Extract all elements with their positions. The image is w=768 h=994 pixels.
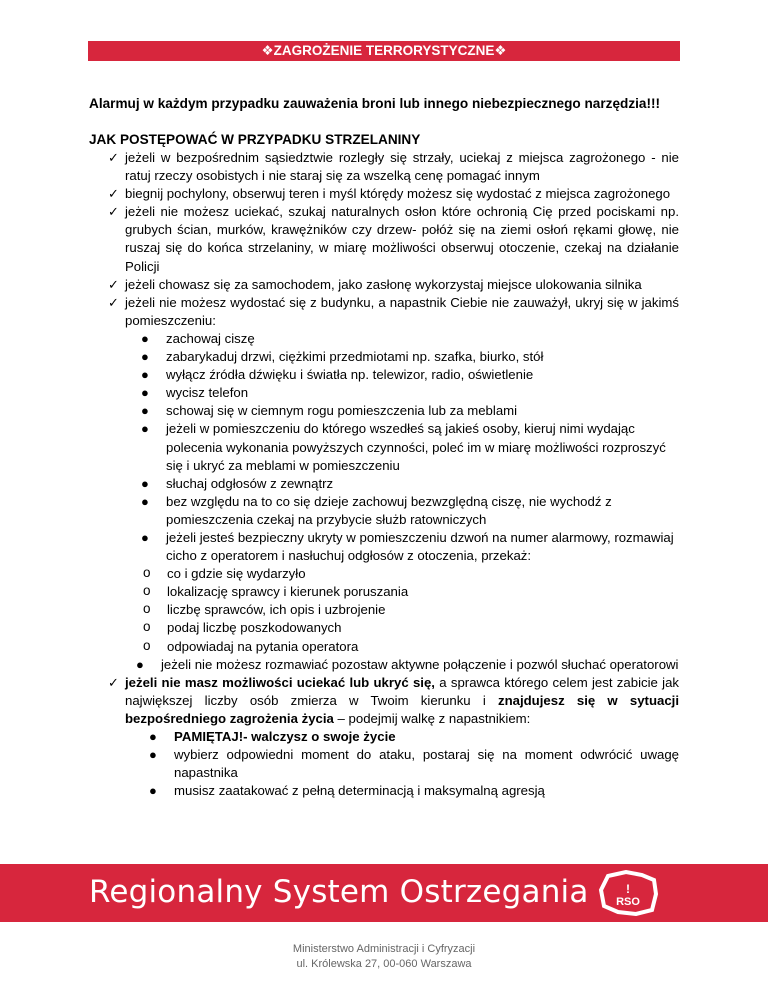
bullet-icon: ● bbox=[141, 529, 149, 545]
checkmark-icon: ✓ bbox=[108, 294, 119, 310]
list-item bbox=[89, 149, 679, 185]
bullet-text: wycisz telefon bbox=[166, 385, 249, 401]
fight-danger: znajdujesz się w sytuacji bezpośredniego zagrożenia życia bbox=[125, 692, 679, 726]
circle-bullet-icon: o bbox=[143, 565, 151, 581]
system-name: Regionalny System Ostrzegania bbox=[89, 874, 589, 910]
bullet-icon: ● bbox=[141, 330, 149, 346]
bullet-icon: ● bbox=[141, 421, 149, 437]
bullet-text: wybierz odpowiedni moment do ataku, postaraj się na moment odwrócić uwagę napastnika bbox=[174, 747, 679, 781]
fight-action: – podejmij walkę z napastnikiem: bbox=[333, 710, 531, 726]
hide-steps-list bbox=[125, 330, 679, 674]
bullet-item bbox=[125, 420, 679, 474]
checkmark-icon: ✓ bbox=[108, 674, 119, 690]
bullet-item bbox=[125, 384, 679, 402]
bullet-text: słuchaj odgłosów z zewnątrz bbox=[166, 475, 334, 491]
logo-mark: ! bbox=[626, 882, 630, 896]
bullet-text: jeżeli jesteś bezpieczny ukryty w pomieszczeniu dzwoń na numer alarmowy, rozmawiaj cicho z operatorem i nasłuchuj odgłosów z otoczenia, przekaż: bbox=[166, 529, 674, 564]
item-text: jeżeli nie możesz wydostać się z budynku, a napastnik Ciebie nie zauważył, ukryj się w jakimś pomieszczeniu: bbox=[125, 294, 679, 328]
section-heading: JAK POSTĘPOWAĆ W PRZYPADKU STRZELANINY bbox=[89, 132, 421, 147]
instructions-list bbox=[89, 149, 679, 800]
bullet-icon: ● bbox=[149, 747, 157, 763]
report-item bbox=[125, 565, 679, 583]
circle-bullet-icon: o bbox=[143, 637, 151, 653]
checkmark-icon: ✓ bbox=[108, 186, 119, 202]
footer-banner bbox=[0, 864, 768, 922]
report-item bbox=[125, 619, 679, 637]
bullet-icon: ● bbox=[141, 403, 149, 419]
bullet-item bbox=[125, 330, 679, 348]
bullet-text: jeżeli w pomieszczeniu do którego wszedłeś są jakieś osoby, kieruj nimi wydając polecenia wykonania powyższych czynności, poleć im w miarę możliwości rozproszyć się i ukryć za meblami w pomieszczeniu bbox=[166, 421, 666, 473]
list-item bbox=[89, 185, 679, 203]
bullet-text: jeżeli nie możesz rozmawiać pozostaw aktywne połączenie i pozwól słuchać operatorowi bbox=[161, 656, 679, 672]
report-text: podaj liczbę poszkodowanych bbox=[167, 620, 342, 636]
ministry-name: Ministerstwo Administracji i Cyfryzacji bbox=[292, 943, 476, 955]
circle-bullet-icon: o bbox=[143, 601, 151, 617]
bullet-icon: ● bbox=[149, 729, 157, 744]
bullet-item bbox=[125, 746, 679, 782]
bullet-text: zabarykaduj drzwi, ciężkimi przedmiotami np. szafka, biurko, stół bbox=[166, 349, 544, 365]
bullet-text: schowaj się w ciemnym rogu pomieszczenia lub za meblami bbox=[166, 403, 518, 419]
logo-text: RSO bbox=[616, 896, 640, 908]
list-item bbox=[89, 276, 679, 294]
fight-condition: jeżeli nie masz możliwości uciekać lub ukryć się, bbox=[125, 674, 435, 690]
bullet-item bbox=[125, 402, 679, 420]
item-text: jeżeli chowasz się za samochodem, jako zasłonę wykorzystaj miejsce ulokowania silnika bbox=[125, 276, 642, 292]
fight-steps-list bbox=[125, 728, 679, 800]
bullet-icon: ● bbox=[141, 385, 149, 401]
title-banner bbox=[88, 41, 680, 61]
bullet-icon: ● bbox=[141, 493, 149, 509]
report-text: lokalizację sprawcy i kierunek poruszania bbox=[167, 584, 409, 600]
document-title: ❖ZAGROŻENIE TERRORYSTYCZNE❖ bbox=[261, 43, 507, 58]
report-item bbox=[125, 583, 679, 601]
bullet-text: PAMIĘTAJ!- walczysz o swoje życie bbox=[174, 729, 396, 744]
bullet-item bbox=[125, 656, 679, 674]
report-list bbox=[125, 565, 679, 655]
checkmark-icon: ✓ bbox=[108, 150, 119, 165]
bullet-text: wyłącz źródła dźwięku i światła np. telewizor, radio, oświetlenie bbox=[166, 367, 534, 383]
list-item bbox=[89, 674, 679, 801]
report-item bbox=[125, 638, 679, 656]
report-item bbox=[125, 601, 679, 619]
bullet-icon: ● bbox=[141, 349, 149, 365]
report-text: odpowiadaj na pytania operatora bbox=[167, 638, 359, 654]
bullet-icon: ● bbox=[149, 783, 157, 799]
list-item bbox=[89, 203, 679, 275]
bullet-text: zachowaj ciszę bbox=[166, 330, 255, 346]
circle-bullet-icon: o bbox=[143, 619, 151, 635]
bullet-item bbox=[125, 493, 679, 529]
bullet-item bbox=[125, 728, 679, 746]
ministry-address: ul. Królewska 27, 00-060 Warszawa bbox=[296, 958, 472, 970]
report-text: co i gdzie się wydarzyło bbox=[167, 566, 306, 582]
bullet-item bbox=[125, 529, 679, 656]
bullet-item bbox=[125, 475, 679, 493]
bullet-item bbox=[125, 366, 679, 384]
report-text: liczbę sprawców, ich opis i uzbrojenie bbox=[167, 602, 386, 618]
bullet-icon: ● bbox=[141, 475, 149, 491]
item-text: biegnij pochylony, obserwuj teren i myśl którędy możesz się wydostać z miejsca zagrożonego bbox=[125, 186, 671, 202]
rso-logo-icon bbox=[596, 870, 660, 916]
alarm-notice: Alarmuj w każdym przypadku zauważenia broni lub innego niebezpiecznego narzędzia!!! bbox=[89, 96, 661, 111]
bullet-text: bez względu na to co się dzieje zachowuj bezwzględną ciszę, nie wychodź z pomieszczenia czekaj na przybycie służb ratowniczych bbox=[166, 493, 612, 527]
bullet-icon: ● bbox=[141, 367, 149, 383]
fight-text: a sprawca którego celem jest zabicie jak największej liczby osób zmierza w Twoim kierunku i bbox=[125, 674, 679, 708]
bullet-item bbox=[125, 782, 679, 800]
circle-bullet-icon: o bbox=[143, 583, 151, 599]
ministry-info bbox=[0, 942, 768, 972]
item-text: jeżeli w bezpośrednim sąsiedztwie rozległy się strzały, uciekaj z miejsca zagrożonego - nie ratuj rzeczy osobistych i nie staraj się za wszelką cenę pomagać innym bbox=[125, 150, 679, 184]
checkmark-icon: ✓ bbox=[108, 276, 119, 292]
list-item bbox=[89, 294, 679, 674]
bullet-text: musisz zaatakować z pełną determinacją i maksymalną agresją bbox=[174, 783, 545, 799]
checkmark-icon: ✓ bbox=[108, 204, 119, 220]
bullet-icon: ● bbox=[136, 656, 144, 672]
item-text: jeżeli nie możesz uciekać, szukaj naturalnych osłon które ochronią Cię przed pociskami np. grubych ścian, murków, krawężników czy drzew- połóż się na ziemi osłoń rękami głowę, nie ruszaj się do końca strzelaniny, w miarę możliwości obserwuj otoczenie, czekaj na działanie Policji bbox=[125, 204, 679, 274]
bullet-item bbox=[125, 348, 679, 366]
